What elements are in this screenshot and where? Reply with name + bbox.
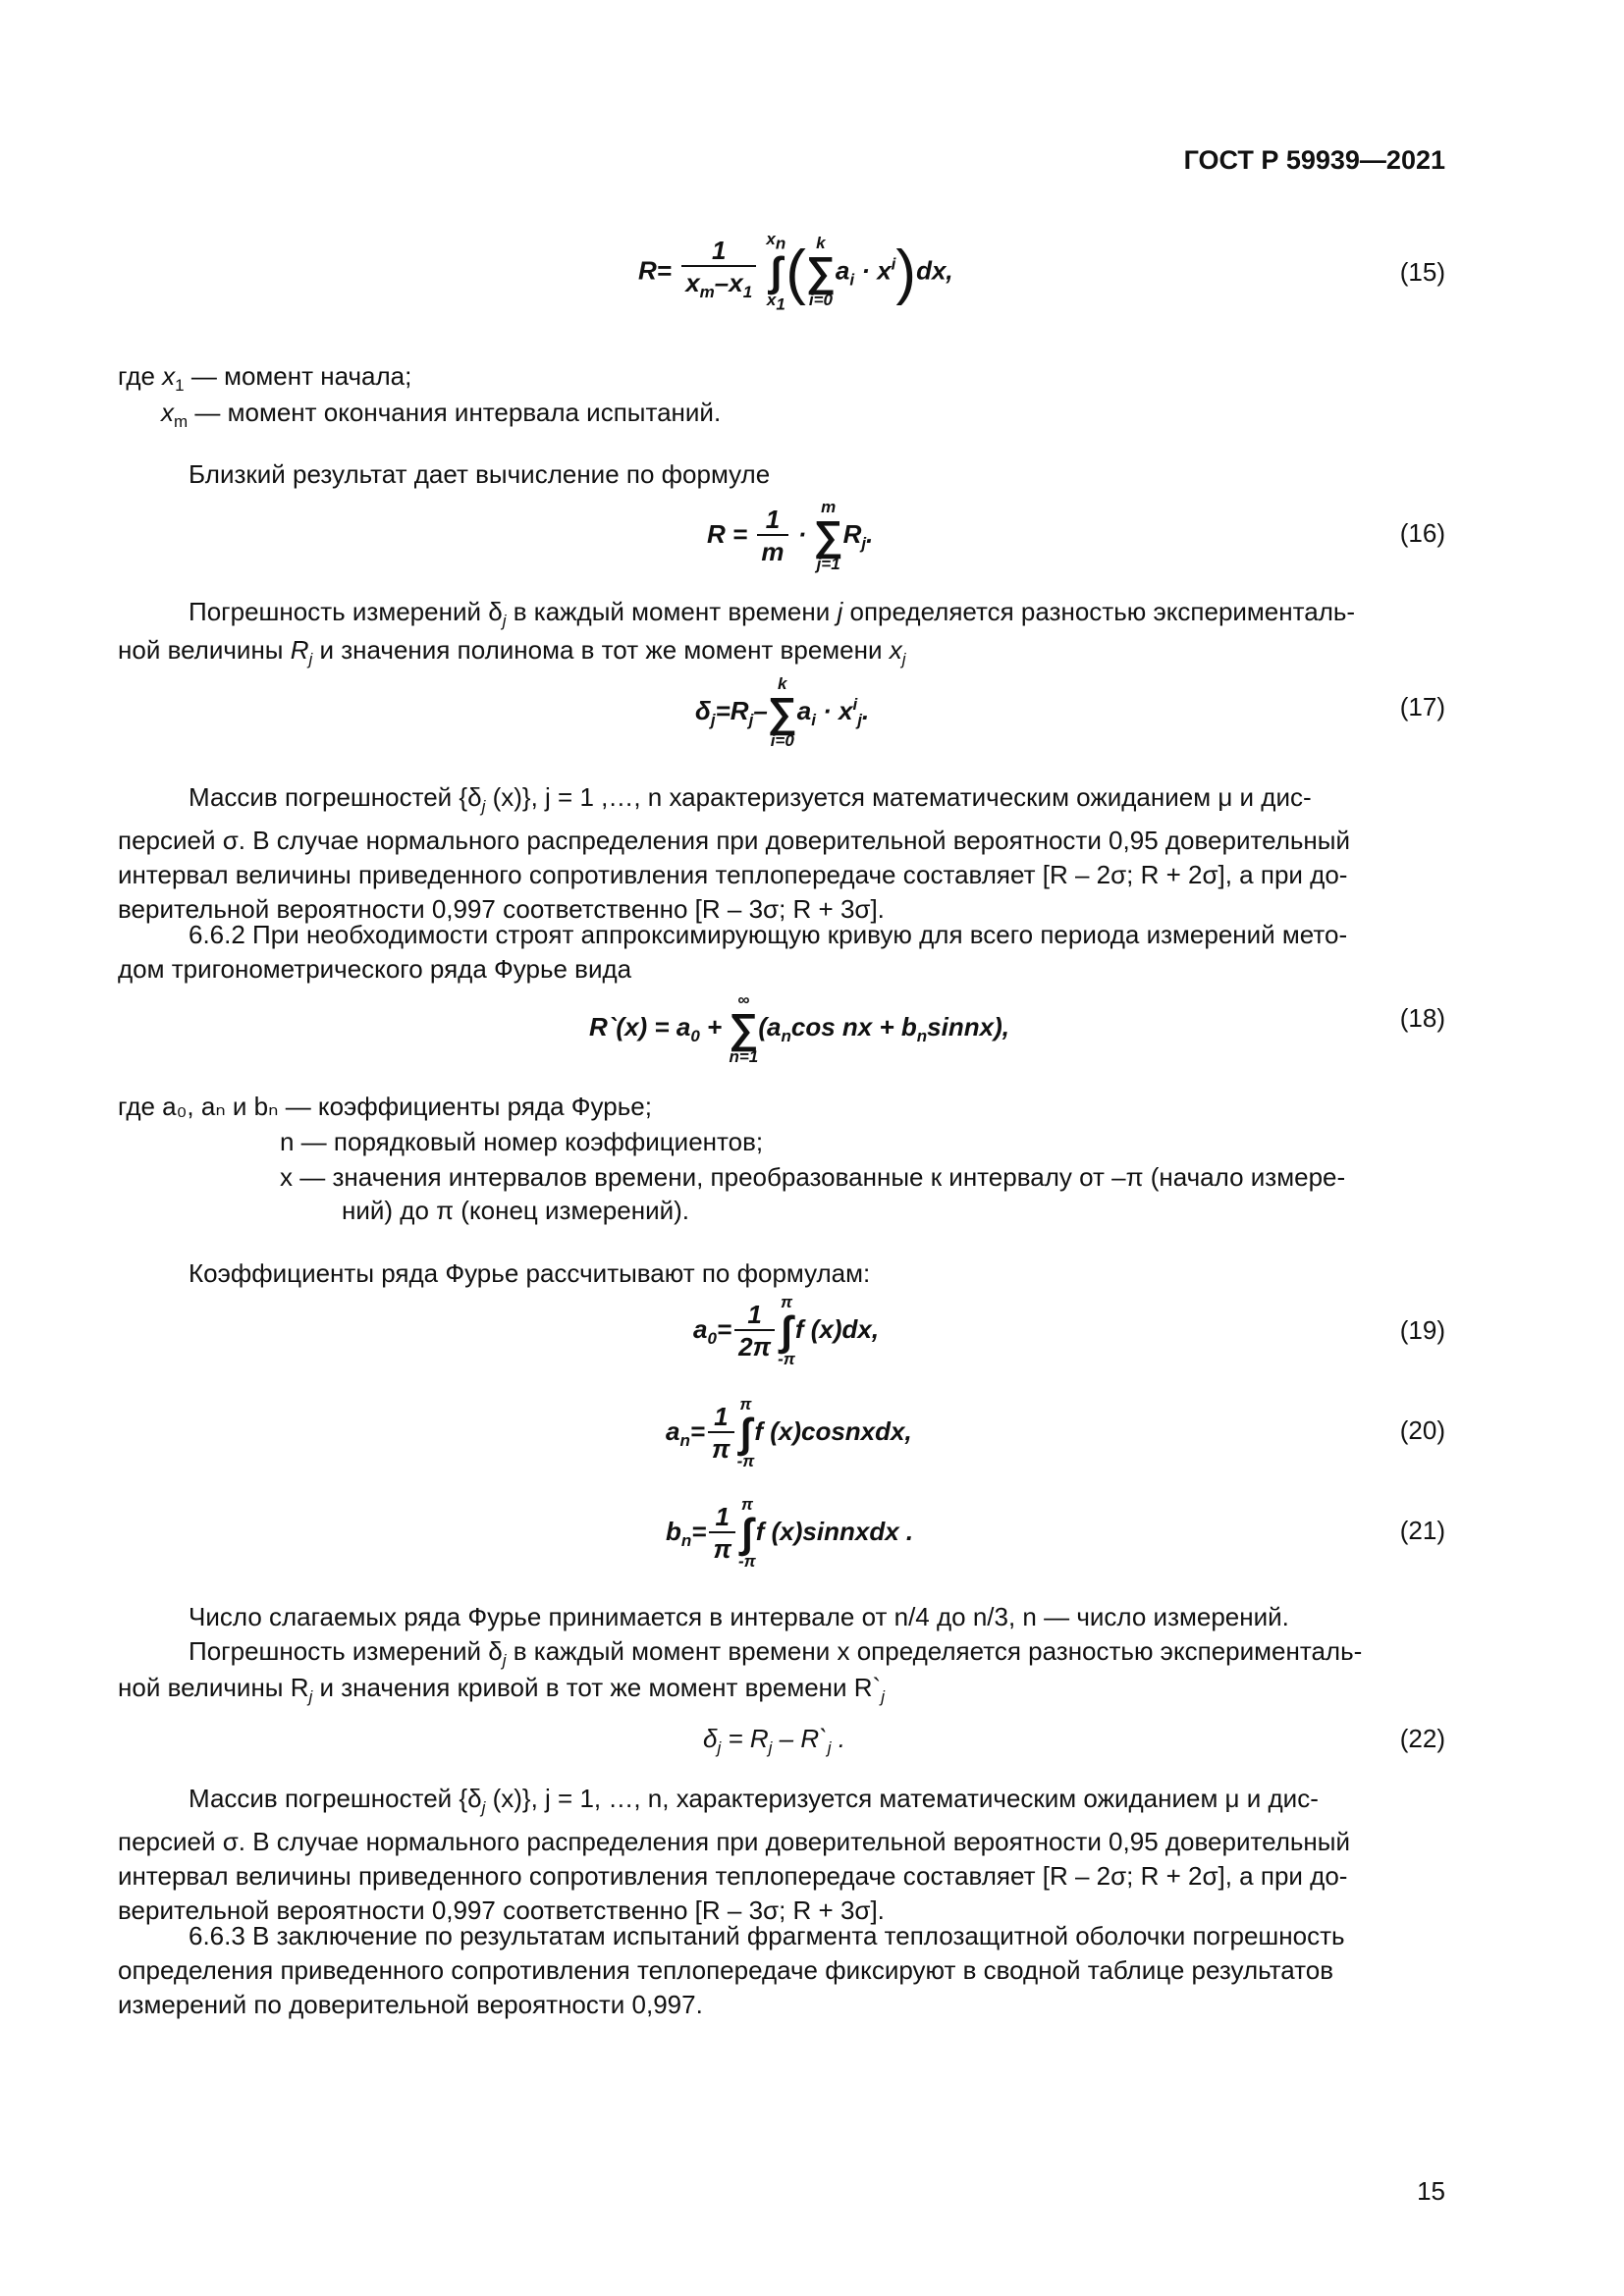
eq15-fraction: $\frac{1}{x_m-x_1}$ <box>681 236 756 308</box>
paragraph: Массив погрешностей {$\delta_j$ (x)}, j = 1 ,…, n характеризуется математическим ожиданием μ и дис- персией σ. В случае нормального распределения при доверительной вероятности 0,95 доверительный интервал величины приведенного сопротивления теплопередаче составляет [R – 2σ; R + 2σ], а при до- верительной вероятности 0,997 соответственно [R – 3σ; R + 3σ]. <box>118 782 1350 925</box>
paragraph: Число слагаемых ряда Фурье принимается в интервале от n/4 до n/3, n — число измерений. <box>189 1602 1289 1631</box>
equation-21: $b_n=$ $\frac{1}{\pi}$ π ∫ -π f (x)sinnxdx . <box>666 1495 914 1571</box>
paragraph-line: ной величины $R_j$ и значения полинома в тот же момент времени $x_j$ <box>118 635 906 669</box>
equation-17: $\delta_j=R_j-$ k ∑ i=0 $a_i \cdot x^i_j$. <box>695 674 870 750</box>
equation-number: (16) <box>1399 518 1445 548</box>
paragraph: 6.6.2 При необходимости строят аппроксимирующую кривую для всего периода измерений мето- дом тригонометрического ряда Фурье вида <box>118 920 1348 984</box>
paragraph-line: ной величины $R_j$ и значения кривой в тот же момент времени $R`_j$ <box>118 1673 885 1707</box>
paragraph: Погрешность измерений $\delta_j$ в каждый момент времени x определяется разностью эксперименталь- <box>189 1636 1363 1671</box>
integral-symbol: π ∫ -π <box>778 1293 795 1368</box>
equation-number: (22) <box>1399 1724 1445 1753</box>
equation-19: $a_0=$ $\frac{1}{2\pi}$ π ∫ -π f (x)dx, <box>693 1293 880 1368</box>
document-header: ГОСТ Р 59939—2021 <box>1183 145 1445 175</box>
paragraph: Близкий результат дает вычисление по формуле <box>189 459 771 489</box>
integral-symbol: π ∫ -π <box>736 1395 755 1470</box>
equation-16: R = $\frac{1}{m}$ · m ∑ j=1 $R_j$. <box>707 498 874 573</box>
integral-symbol: π ∫ -π <box>737 1495 756 1571</box>
equation-number: (19) <box>1399 1315 1445 1345</box>
where-line: где $x_1$ — момент начала; <box>118 361 412 396</box>
equation-15: R= $\frac{1}{x_m-x_1}$ $x_n$ ∫ $x_1$ ( k ∑ i=0 $a_i \cdot x^i)dx$, <box>638 230 953 314</box>
equation-number: (18) <box>1399 1003 1445 1033</box>
where-line: ний) до π (конец измерений). <box>342 1196 690 1225</box>
equation-number: (17) <box>1399 692 1445 721</box>
where-line: $x_m$ — момент окончания интервала испытаний. <box>161 398 722 432</box>
paragraph: Коэффициенты ряда Фурье рассчитывают по формулам: <box>189 1258 871 1288</box>
sum-symbol: m ∑ j=1 <box>813 498 843 573</box>
sum-symbol: ∞ ∑ n=1 <box>729 990 759 1066</box>
where-line: где a₀, aₙ и bₙ — коэффициенты ряда Фурье; <box>118 1092 652 1121</box>
sum-symbol: k ∑ i=0 <box>767 674 797 750</box>
equation-number: (20) <box>1399 1415 1445 1445</box>
page-number: 15 <box>1417 2176 1445 2206</box>
equation-20: $a_n=$ $\frac{1}{\pi}$ π ∫ -π f (x)cosnxdx, <box>666 1395 912 1470</box>
paragraph: Погрешность измерений $\delta_j$ в каждый момент времени j определяется разностью эксперименталь- <box>189 597 1356 631</box>
equation-22: $\delta_j = R_j$ – $R`_j$ . <box>703 1724 846 1758</box>
integral-symbol: $x_n$ ∫ $x_1$ <box>766 230 786 314</box>
sum-symbol: k ∑ i=0 <box>805 234 836 310</box>
paragraph: 6.6.3 В заключение по результатам испытаний фрагмента теплозащитной оболочки погрешность определения приведенного сопротивления теплопередаче фиксируют в сводной таблице результатов измерений по доверительной вероятности 0,997. <box>118 1921 1345 2019</box>
equation-18: R`(x) = $a_0$ + ∞ ∑ n=1 ($a_n\cos$ nx + $b_nsinnx$), <box>589 990 1009 1066</box>
paragraph: Массив погрешностей {$\delta_j$ (x)}, j = 1, …, n, характеризуется математическим ожиданием μ и дис- персией σ. В случае нормального распределения при доверительной вероятности 0,95 доверительный интервал величины приведенного сопротивления теплопередаче составляет [R – 2σ; R + 2σ], а при до- верительной вероятности 0,997 соответственно [R – 3σ; R + 3σ]. <box>118 1784 1350 1926</box>
equation-number: (21) <box>1399 1516 1445 1545</box>
where-line: n — порядковый номер коэффициентов; <box>280 1127 764 1156</box>
equation-number: (15) <box>1399 257 1445 287</box>
where-line: x — значения интервалов времени, преобразованные к интервалу от –π (начало измере- <box>280 1162 1346 1192</box>
